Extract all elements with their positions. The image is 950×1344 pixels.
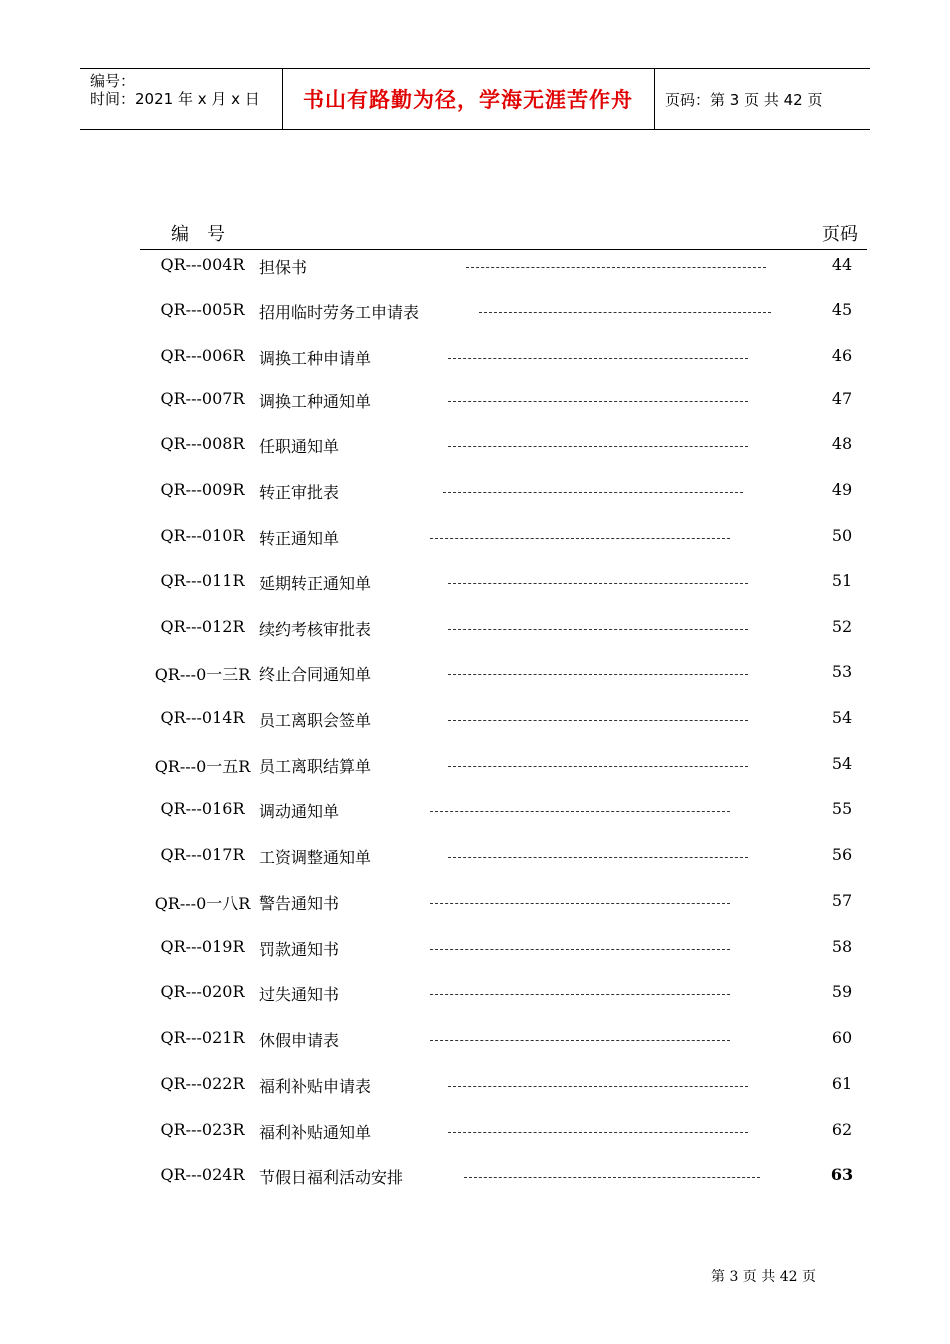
toc-page: 60 (831, 1028, 853, 1047)
toc-leader (430, 538, 730, 539)
toc-code: QR---008R (160, 434, 245, 453)
toc-row (0, 1120, 950, 1144)
toc-leader (448, 1132, 748, 1133)
toc-title: 调动通知单 (259, 802, 340, 821)
toc-row (0, 708, 950, 732)
toc-code: QR---0一八R (154, 894, 251, 913)
toc-leader (448, 401, 748, 402)
header-number-label: 编号： (90, 72, 136, 90)
toc-page: 49 (831, 480, 853, 499)
toc-page: 52 (831, 617, 853, 636)
toc-code: QR---011R (160, 571, 245, 590)
toc-code: QR---010R (160, 526, 245, 545)
toc-code: QR---024R (160, 1165, 245, 1184)
toc-leader (448, 674, 748, 675)
toc-code: QR---023R (160, 1120, 245, 1139)
toc-title: 担保书 (259, 258, 308, 277)
toc-title: 转正通知单 (259, 529, 340, 548)
toc-code: QR---009R (160, 480, 245, 499)
toc-page: 54 (831, 754, 853, 773)
toc-row (0, 1165, 950, 1189)
page-footer: 第 3 页 共 42 页 (711, 1269, 816, 1285)
toc-leader (448, 446, 748, 447)
toc-title: 福利补贴通知单 (259, 1123, 372, 1142)
toc-code: QR---019R (160, 937, 245, 956)
toc-row (0, 389, 950, 413)
toc-page: 46 (831, 346, 853, 365)
toc-leader (430, 994, 730, 995)
toc-leader (430, 903, 730, 904)
toc-page: 59 (831, 982, 853, 1001)
toc-title: 节假日福利活动安排 (259, 1168, 404, 1187)
header-meta (90, 72, 260, 108)
toc-page: 62 (831, 1120, 853, 1139)
header-time-label: 时间：2021 年 x 月 x 日 (90, 90, 260, 108)
toc-page: 55 (831, 799, 853, 818)
toc-page: 44 (831, 255, 853, 274)
toc-title: 员工离职会签单 (259, 711, 372, 730)
toc-page: 58 (831, 937, 853, 956)
toc-page: 47 (831, 389, 853, 408)
toc-code: QR---016R (160, 799, 245, 818)
toc-page: 50 (831, 526, 853, 545)
toc-leader (448, 1086, 748, 1087)
toc-row (0, 571, 950, 595)
toc-leader (448, 766, 748, 767)
toc-leader (448, 720, 748, 721)
toc-page: 45 (831, 300, 853, 319)
toc-title: 转正审批表 (259, 483, 340, 502)
toc-title: 工资调整通知单 (259, 848, 372, 867)
toc-page: 56 (831, 845, 853, 864)
toc-page: 61 (831, 1074, 853, 1093)
page-header (80, 68, 870, 130)
toc-leader (430, 1040, 730, 1041)
toc-row (0, 617, 950, 641)
toc-leader (430, 949, 730, 950)
toc-row (0, 255, 950, 279)
toc-leader (464, 1177, 760, 1178)
toc-leader (448, 857, 748, 858)
toc-title: 警告通知书 (259, 894, 340, 913)
toc-code: QR---007R (160, 389, 245, 408)
toc-leader (479, 312, 771, 313)
toc-code: QR---017R (160, 845, 245, 864)
toc-row (0, 799, 950, 823)
toc-code: QR---012R (160, 617, 245, 636)
toc-row (0, 937, 950, 961)
toc-row (0, 434, 950, 458)
toc-title: 调换工种申请单 (259, 349, 372, 368)
toc-page: 57 (831, 891, 853, 910)
toc-row (0, 346, 950, 370)
toc-row (0, 300, 950, 324)
toc-code: QR---0一五R (154, 757, 251, 776)
toc-title: 过失通知书 (259, 985, 340, 1004)
toc-title: 任职通知单 (259, 437, 340, 456)
toc-page: 63 (830, 1165, 854, 1184)
toc-code: QR---005R (160, 300, 245, 319)
toc-row (0, 480, 950, 504)
toc-title: 调换工种通知单 (259, 392, 372, 411)
header-page-info: 页码：第 3 页 共 42 页 (665, 91, 823, 109)
toc-title: 终止合同通知单 (259, 665, 372, 684)
toc-row (0, 891, 950, 915)
toc-row (0, 1028, 950, 1052)
header-divider (654, 69, 655, 129)
toc-row (0, 662, 950, 686)
toc-title: 续约考核审批表 (259, 620, 372, 639)
toc-code: QR---021R (160, 1028, 245, 1047)
toc-column-number: 编 号 (171, 224, 225, 245)
toc-code: QR---014R (160, 708, 245, 727)
toc-title: 延期转正通知单 (259, 574, 372, 593)
toc-column-page: 页码 (822, 224, 858, 245)
toc-row (0, 845, 950, 869)
toc-row (0, 1074, 950, 1098)
toc-header (140, 215, 867, 250)
toc-leader (448, 583, 748, 584)
toc-page: 51 (831, 571, 853, 590)
toc-row (0, 526, 950, 550)
toc-code: QR---022R (160, 1074, 245, 1093)
toc-page: 54 (831, 708, 853, 727)
toc-code: QR---0一三R (154, 665, 251, 684)
toc-leader (448, 358, 748, 359)
header-motto: 书山有路勤为径，学海无涯苦作舟 (303, 88, 633, 112)
toc-page: 48 (831, 434, 853, 453)
toc-code: QR---006R (160, 346, 245, 365)
toc-row (0, 754, 950, 778)
toc-code: QR---004R (160, 255, 245, 274)
toc-code: QR---020R (160, 982, 245, 1001)
toc-title: 休假申请表 (259, 1031, 340, 1050)
toc-row (0, 982, 950, 1006)
toc-leader (448, 629, 748, 630)
toc-page: 53 (831, 662, 853, 681)
toc-leader (430, 811, 730, 812)
toc-leader (443, 492, 743, 493)
toc-title: 招用临时劳务工申请表 (259, 303, 420, 322)
toc-title: 罚款通知书 (259, 940, 340, 959)
toc-leader (466, 267, 766, 268)
toc-title: 员工离职结算单 (259, 757, 372, 776)
toc-title: 福利补贴申请表 (259, 1077, 372, 1096)
